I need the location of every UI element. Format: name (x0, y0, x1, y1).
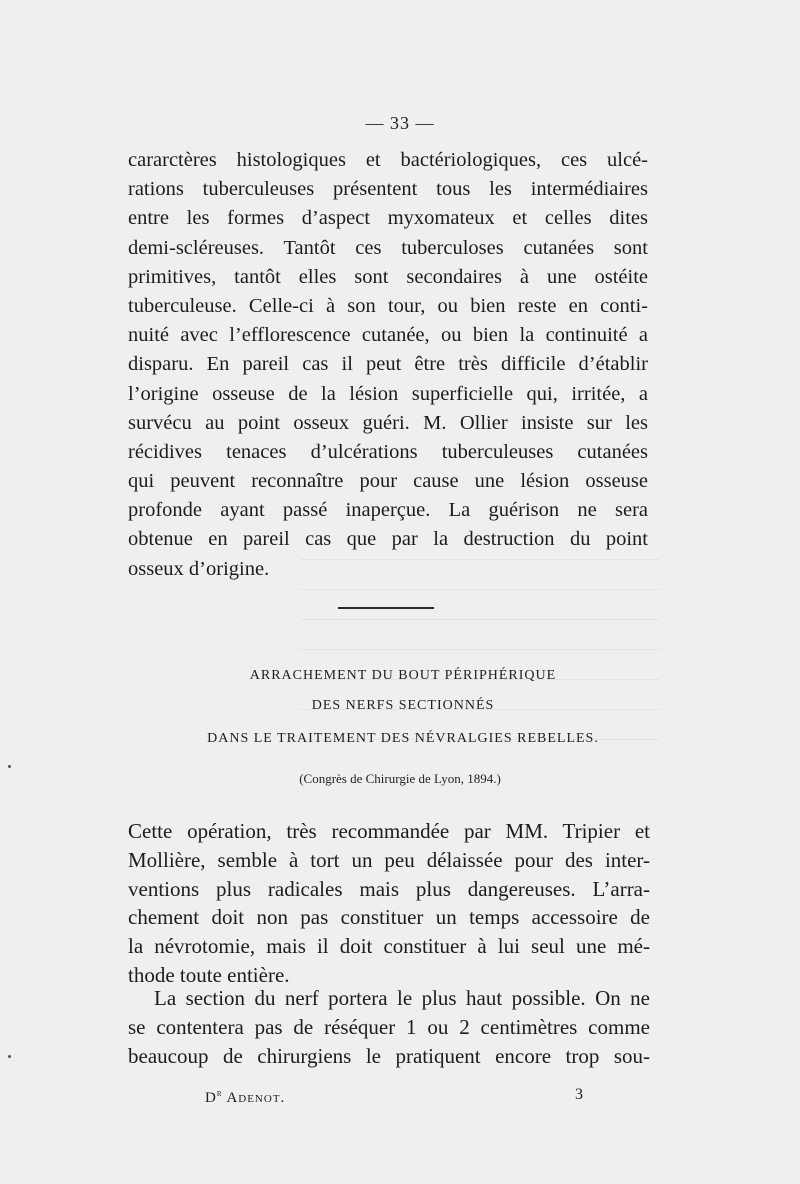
text-line: récidives tenaces d’ulcérations tuberculeuses cutanées (128, 440, 648, 463)
text-line: la névrotomie, mais il doit constituer à lui seul une mé- (128, 934, 650, 959)
section-heading-line-2: DES NERFS SECTIONNÉS (311, 698, 495, 713)
text-line: disparu. En pareil cas il peut être très difficile d’établir (128, 353, 648, 376)
text-line: survécu au point osseux guéri. M. Ollier insiste sur les (128, 411, 648, 434)
author-prefix: D (205, 1090, 217, 1106)
text-line: rations tuberculeuses présentent tous les intermédiaires (128, 178, 648, 201)
section-heading-line-3: DANS LE TRAITEMENT DES NÉVRALGIES REBELLES. (207, 731, 599, 746)
author-superscript: r (216, 1088, 223, 1099)
edge-speck (8, 1055, 11, 1058)
signature-mark: 3 (575, 1086, 583, 1103)
text-line: primitives, tantôt elles sont secondaires à une ostéite (128, 265, 648, 288)
paragraph-1 (128, 146, 648, 584)
text-line: tuberculeuse. Celle-ci à son tour, ou bien reste en conti- (128, 294, 648, 317)
text-line: Cette opération, très recommandée par MM. Tripier et (128, 819, 650, 843)
section-divider (338, 607, 434, 609)
text-line: nuité avec l’efflorescence cutanée, ou bien la continuité a (128, 324, 648, 347)
text-line: cararctères histologiques et bactériologiques, ces ulcé- (128, 149, 648, 171)
citation: (Congrès de Chirurgie de Lyon, 1894.) (299, 771, 501, 786)
text-line: chement doit non pas constituer un temps accessoire de (128, 905, 650, 930)
text-line: beaucoup de chirurgiens le pratiquent encore trop sou- (128, 1043, 650, 1068)
text-line: profonde ayant passé inaperçue. La guérison ne sera (128, 499, 648, 522)
section-heading-line-1: ARRACHEMENT DU BOUT PÉRIPHÉRIQUE (249, 668, 557, 683)
text-line: Mollière, semble à tort un peu délaissée pour des inter- (128, 847, 650, 872)
text-line: l’origine osseuse de la lésion superficielle qui, irritée, a (128, 382, 648, 405)
text-line: La section du nerf portera le plus haut possible. On ne (154, 986, 650, 1010)
text-line: osseux d’origine. (128, 557, 270, 580)
page-number: — 33 — (365, 113, 435, 133)
author-name: Adenot. (222, 1090, 286, 1106)
text-line: thode toute entière. (128, 962, 290, 987)
paragraph-3 (128, 984, 650, 1070)
text-line: se contentera pas de réséquer 1 ou 2 centimètres comme (128, 1014, 650, 1039)
text-line: ventions plus radicales mais plus dangereuses. L’arra- (128, 876, 650, 901)
footer-author (205, 1088, 285, 1107)
text-line: qui peuvent reconnaître pour cause une lésion osseuse (128, 470, 648, 493)
text-line: obtenue en pareil cas que par la destruction du point (128, 528, 648, 551)
text-line: demi-scléreuses. Tantôt ces tuberculoses cutanées sont (128, 236, 648, 259)
paragraph-2 (128, 817, 650, 990)
text-line: entre les formes d’aspect myxomateux et celles dites (128, 207, 648, 230)
edge-speck (8, 765, 11, 768)
